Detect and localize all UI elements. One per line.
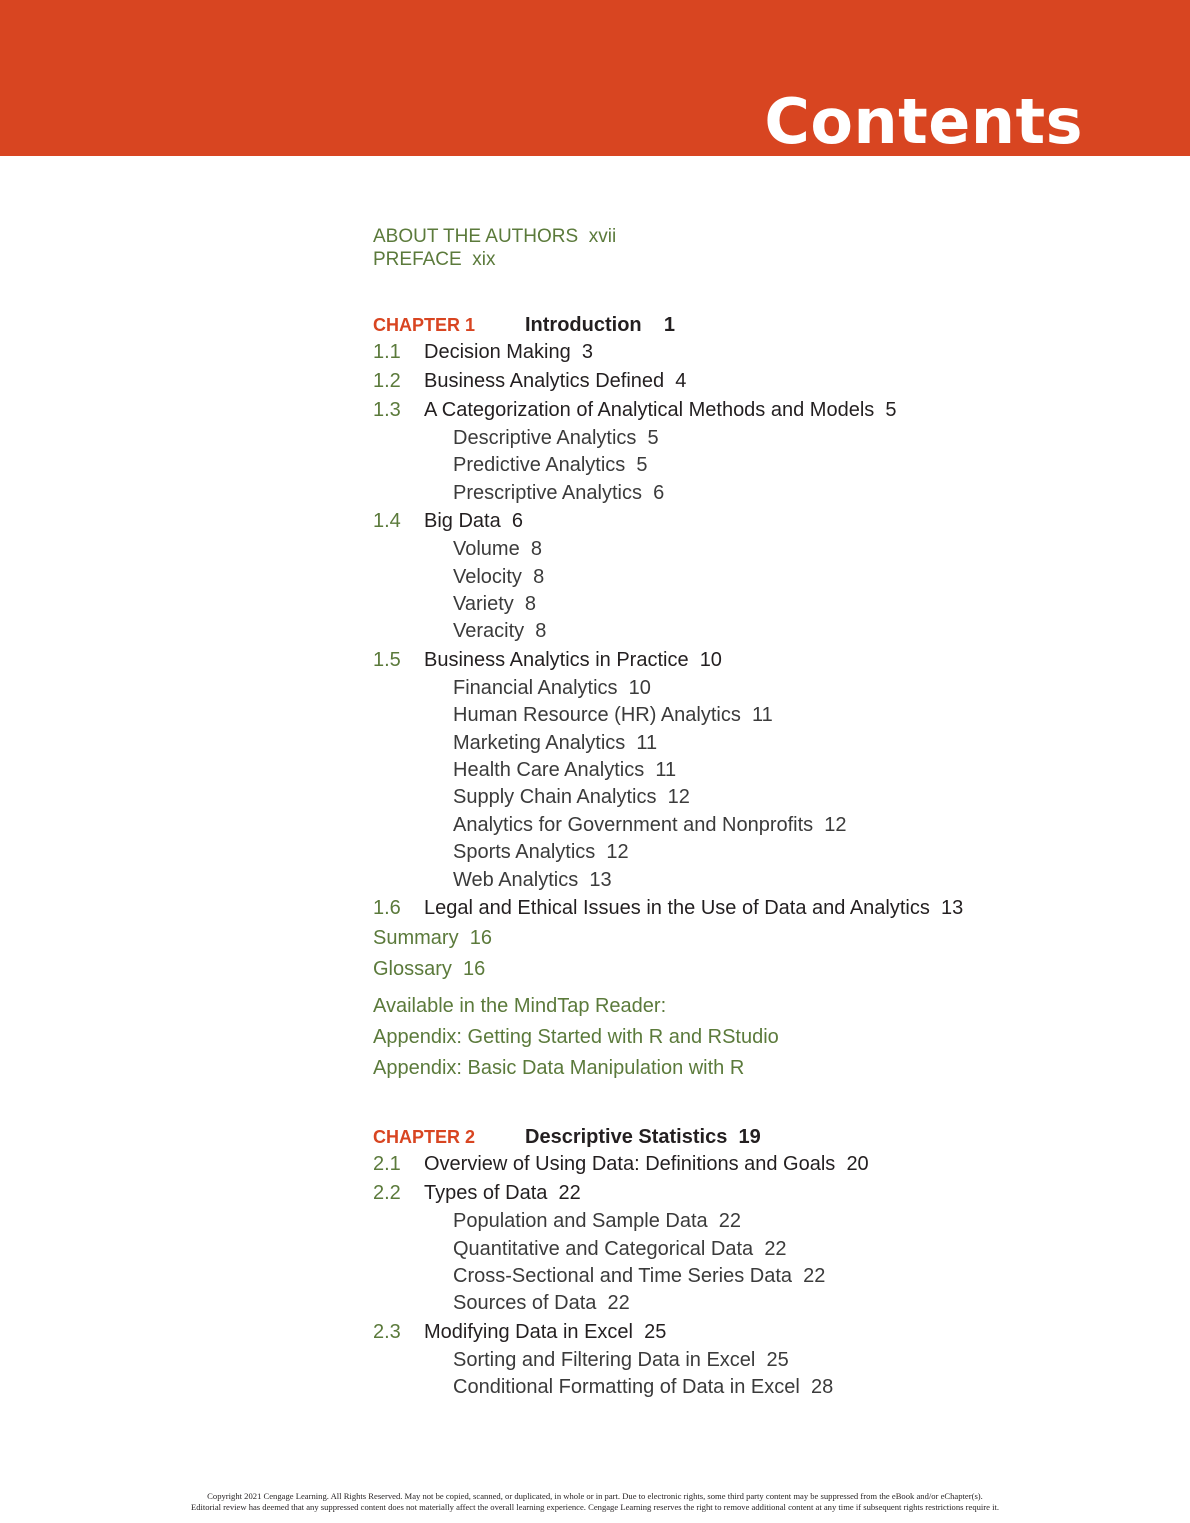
chapter-label: CHAPTER 1 [373, 315, 476, 335]
subsection-entry[interactable] [373, 618, 1133, 645]
copyright-line-2: Editorial review has deemed that any suppressed content does not materially affect the overall learning experience. Cengage Learning reserves the right to remove additional content at any time if subsequent rights restrictions require it. [190, 1502, 1000, 1512]
subsection-title: Cross-Sectional and Time Series Data [453, 1264, 793, 1287]
section-title [424, 646, 722, 675]
section-page: 10 [699, 648, 722, 671]
subsection-title: Sources of Data [453, 1292, 597, 1315]
section-number: 1.1 [373, 341, 401, 363]
section-entry[interactable] [373, 1318, 1133, 1347]
subsection-title: Descriptive Analytics [453, 427, 637, 449]
subsection-page: 12 [667, 786, 690, 809]
section-number: 1.4 [373, 510, 401, 533]
section-title [424, 338, 593, 367]
subsection-title: Volume [453, 538, 520, 561]
subsection-title: Web Analytics [453, 868, 579, 891]
section-page: 4 [675, 370, 687, 392]
section-number: 2.2 [373, 1182, 401, 1205]
subsection-page: 6 [653, 481, 665, 504]
front-matter-label: PREFACE [373, 249, 462, 270]
section-title [424, 1179, 581, 1208]
subsection-entry[interactable] [373, 1208, 1133, 1235]
appendix-entry[interactable]: Appendix: Getting Started with R and RStudio [373, 1026, 779, 1049]
section-title [424, 507, 523, 536]
section-page: 25 [644, 1320, 667, 1343]
subsection-page: 25 [766, 1348, 789, 1371]
subsection-page: 11 [655, 759, 677, 782]
page-title: Contents [764, 85, 1083, 158]
subsection-page: 8 [533, 565, 545, 588]
subsection-page: 22 [607, 1292, 630, 1315]
section-entry[interactable] [373, 367, 1133, 396]
chapter-list [373, 312, 1133, 1402]
chapter-page: 1 [663, 314, 675, 336]
subsection-page: 28 [810, 1376, 834, 1399]
appendix-entry[interactable]: Appendix: Basic Data Manipulation with R [373, 1057, 745, 1080]
subsection-page: 12 [824, 813, 847, 836]
section-number: 2.3 [373, 1320, 401, 1343]
subsection-entry[interactable] [373, 1236, 1133, 1263]
subsection-title: Population and Sample Data [453, 1210, 708, 1233]
back-matter-entry[interactable] [373, 923, 1133, 954]
subsection-page: 22 [764, 1237, 787, 1260]
section-title-text: Modifying Data in Excel [424, 1320, 633, 1343]
subsection-entry[interactable] [373, 784, 1133, 811]
subsection-entry[interactable] [373, 839, 1133, 866]
front-matter-page: xvii [588, 226, 617, 247]
subsection-title: Financial Analytics [453, 676, 618, 699]
section-title [424, 1150, 869, 1179]
chapter-title [525, 312, 675, 338]
subsection-entry[interactable] [373, 1374, 1133, 1401]
section-number: 1.3 [373, 399, 401, 421]
section-page: 3 [581, 341, 593, 363]
section-page: 5 [885, 399, 897, 421]
subsection-title: Variety [453, 593, 514, 616]
section-page: 13 [940, 897, 964, 920]
subsection-page: 8 [530, 538, 542, 561]
section-entry[interactable] [373, 1179, 1133, 1208]
subsection-entry[interactable] [373, 452, 1133, 479]
section-title-text: A Categorization of Analytical Methods and Models [424, 399, 875, 421]
copyright-footer [0, 1491, 1190, 1513]
section-entry[interactable] [373, 894, 1133, 923]
section-title [424, 894, 963, 923]
subsection-page: 13 [589, 868, 612, 891]
subsection-page: 11 [752, 704, 773, 727]
subsection-page: 10 [628, 676, 651, 699]
subsection-entry[interactable] [373, 757, 1133, 784]
back-matter-title: Glossary [373, 958, 452, 981]
section-entry[interactable] [373, 338, 1133, 367]
chapter-title-text: Introduction [525, 314, 642, 336]
subsection-page: 5 [636, 454, 648, 477]
subsection-entry[interactable] [373, 536, 1133, 563]
subsection-title: Quantitative and Categorical Data [453, 1237, 754, 1260]
back-matter-title: Summary [373, 927, 459, 950]
subsection-title: Supply Chain Analytics [453, 786, 657, 809]
subsection-page: 22 [803, 1264, 826, 1287]
subsection-entry[interactable] [373, 1290, 1133, 1317]
subsection-title: Human Resource (HR) Analytics [453, 704, 741, 727]
chapter-title [525, 1124, 761, 1150]
chapter-heading[interactable] [373, 1124, 1133, 1150]
subsection-page: 8 [524, 593, 537, 616]
section-title-text: Decision Making [424, 341, 571, 363]
subsection-page: 22 [718, 1210, 741, 1233]
section-title-text: Business Analytics in Practice [424, 648, 689, 671]
section-entry[interactable] [373, 396, 1133, 425]
subsection-page: 5 [647, 427, 659, 449]
section-title [424, 1318, 666, 1347]
subsection-title: Marketing Analytics [453, 731, 626, 754]
section-title-text: Legal and Ethical Issues in the Use of Data and Analytics [424, 897, 930, 920]
subsection-title: Sports Analytics [453, 841, 596, 864]
subsection-entry[interactable] [373, 564, 1133, 591]
section-page: 22 [558, 1182, 581, 1205]
section-number: 1.2 [373, 370, 401, 392]
subsection-entry[interactable] [373, 675, 1133, 702]
chapter-title-text: Descriptive Statistics [525, 1126, 728, 1149]
section-number: 2.1 [373, 1153, 401, 1176]
subsection-title: Sorting and Filtering Data in Excel [453, 1348, 756, 1371]
section-title-text: Types of Data [424, 1182, 548, 1205]
front-matter-item-authors[interactable] [373, 225, 1133, 248]
subsection-title: Conditional Formatting of Data in Excel [453, 1376, 800, 1399]
section-entry[interactable] [373, 507, 1133, 536]
subsection-entry[interactable] [373, 702, 1133, 729]
section-page: 6 [511, 510, 523, 533]
subsection-title: Analytics for Government and Nonprofits [453, 813, 814, 836]
back-matter-page: 16 [469, 927, 492, 950]
subsection-entry[interactable] [373, 1347, 1133, 1374]
front-matter-item-preface[interactable] [373, 248, 1133, 271]
section-title [424, 396, 897, 425]
copyright-line-1: Copyright 2021 Cengage Learning. All Rights Reserved. May not be copied, scanned, or duplicated, in whole or in part. Due to electronic rights, some third party content may be suppressed from the eBook and/or eChapter(s). [207, 1491, 983, 1501]
subsection-page: 12 [606, 841, 629, 864]
section-title [424, 367, 686, 396]
section-title-text: Business Analytics Defined [424, 370, 665, 392]
section-entry[interactable] [373, 646, 1133, 675]
chapter-label: CHAPTER 2 [373, 1127, 476, 1148]
table-of-contents [373, 225, 1133, 1402]
chapter-page: 19 [738, 1126, 761, 1149]
subsection-entry[interactable] [373, 730, 1133, 757]
subsection-entry[interactable] [373, 425, 1133, 452]
front-matter-page: xix [472, 249, 496, 270]
subsection-title: Veracity [453, 620, 525, 643]
subsection-entry[interactable] [373, 480, 1133, 507]
section-page: 20 [846, 1153, 869, 1176]
section-entry[interactable] [373, 1150, 1133, 1179]
subsection-title: Health Care Analytics [453, 759, 645, 782]
section-number: 1.6 [373, 897, 401, 920]
subsection-title: Prescriptive Analytics [453, 481, 642, 504]
section-number: 1.5 [373, 648, 401, 671]
section-title-text: Overview of Using Data: Definitions and Goals [424, 1153, 836, 1176]
subsection-page: 11 [636, 731, 658, 754]
subsection-entry[interactable] [373, 591, 1133, 618]
header-banner [0, 0, 1190, 156]
mindtap-label: Available in the MindTap Reader: [373, 995, 667, 1018]
subsection-page: 8 [535, 620, 547, 643]
front-matter-label: ABOUT THE AUTHORS [373, 226, 579, 247]
chapter-heading[interactable] [373, 312, 1133, 338]
subsection-title: Velocity [453, 565, 522, 588]
section-title-text: Big Data [424, 510, 501, 533]
subsection-title: Predictive Analytics [453, 454, 626, 477]
back-matter-page: 16 [463, 958, 486, 981]
subsection-entry[interactable] [373, 867, 1133, 894]
back-matter-entry[interactable] [373, 954, 1133, 985]
subsection-entry[interactable] [373, 1263, 1133, 1290]
subsection-entry[interactable] [373, 812, 1133, 839]
